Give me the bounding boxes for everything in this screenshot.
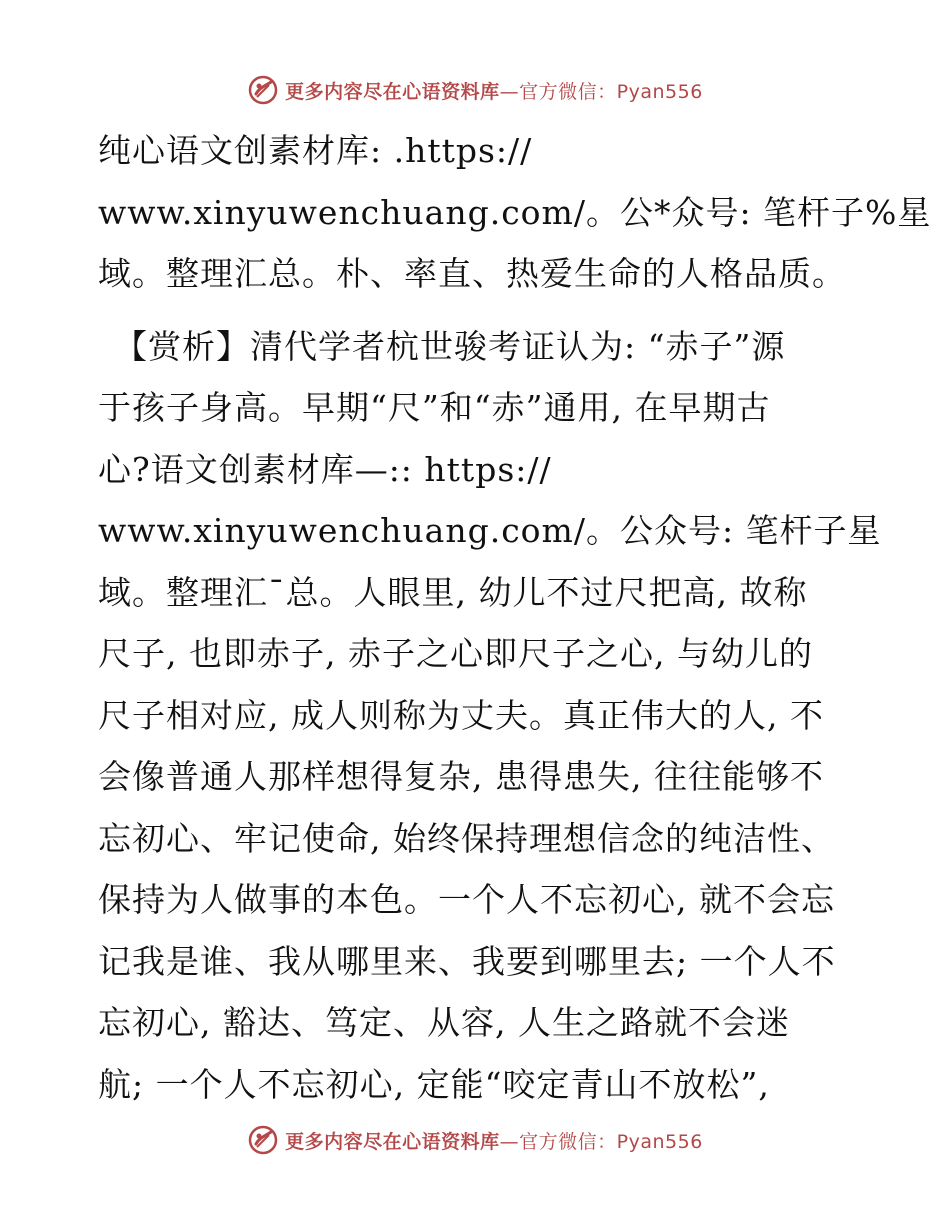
text-line: 忘初心, 豁达、笃定、从容, 人生之路就不会迷 xyxy=(98,1003,790,1042)
text-line: 心?语文创素材库—:: https:// xyxy=(98,449,552,489)
text-line: 记我是谁、我从哪里来、我要到哪里去; 一个人不 xyxy=(98,941,836,981)
banner-title: 更多内容尽在心语资料库 xyxy=(285,80,500,103)
text-line: 保持为人做事的本色。一个人不忘初心, 就不会忘 xyxy=(98,880,835,919)
banner-contact: 官方微信：Pyan556 xyxy=(519,80,703,103)
text-line: 纯心语文创素材库: .https:// xyxy=(98,131,533,170)
text-line: www.xinyuwenchuang.com/。公*众号: 笔杆子%星 xyxy=(98,192,932,232)
text-line: 忘初心、牢记使命, 始终保持理想信念的纯洁性、 xyxy=(98,818,835,858)
text-line: 尺子相对应, 成人则称为丈夫。真正伟大的人, 不 xyxy=(98,695,824,735)
text-line: 域。整理汇¯总。人眼里, 幼儿不过尺把高, 故称 xyxy=(98,572,808,612)
paragraph-gap xyxy=(98,305,858,316)
text-line: 尺子, 也即赤子, 赤子之心即尺子之心, 与幼儿的 xyxy=(98,634,813,673)
banner-dash: — xyxy=(499,1130,520,1153)
banner-contact: 官方微信：Pyan556 xyxy=(519,1130,703,1153)
banner-dash: — xyxy=(499,80,520,103)
header-banner xyxy=(0,70,950,110)
text-line: 【赏析】清代学者杭世骏考证认为: “赤子”源 xyxy=(114,326,786,366)
text-line: 域。整理汇总。朴、率直、热爱生命的人格品质。 xyxy=(98,254,846,293)
banner-title: 更多内容尽在心语资料库 xyxy=(285,1130,500,1153)
text-line: 会像普通人那样想得复杂, 患得患失, 往往能够不 xyxy=(98,757,824,796)
book-logo-icon xyxy=(247,74,279,106)
text-line: www.xinyuwenchuang.com/。公众号: 笔杆子星 xyxy=(98,511,882,550)
text-line: 于孩子身高。早期“尺”和“赤”通用, 在早期古 xyxy=(98,388,771,427)
document-body xyxy=(98,120,932,1115)
text-line: 航; 一个人不忘初心, 定能“咬定青山不放松”, xyxy=(98,1064,770,1104)
footer-banner xyxy=(0,1120,950,1160)
book-logo-icon xyxy=(247,1124,279,1156)
